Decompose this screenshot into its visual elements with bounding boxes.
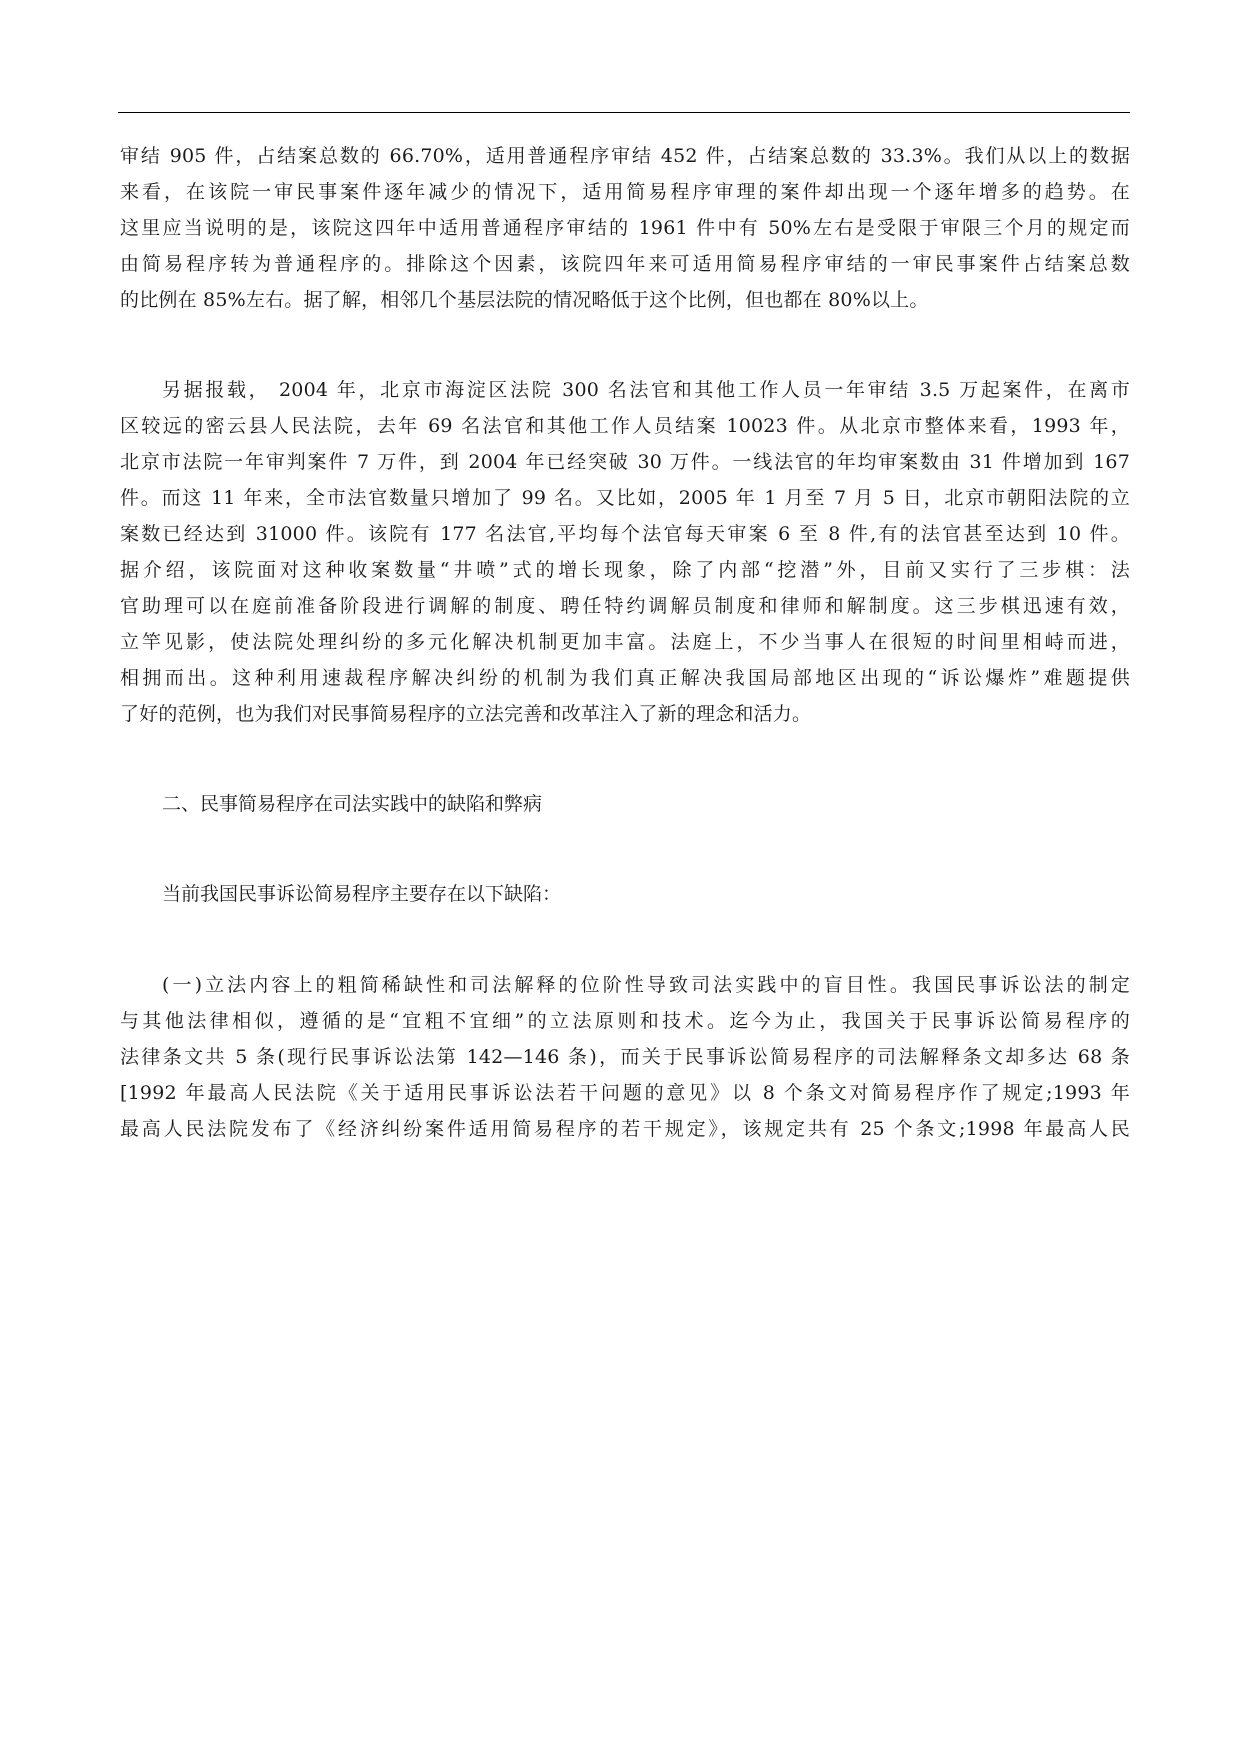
paragraph-statistics bbox=[120, 138, 1130, 318]
paragraph-spacer bbox=[120, 732, 1130, 786]
paragraph-spacer bbox=[120, 912, 1130, 967]
paragraph-spacer bbox=[120, 822, 1130, 876]
paragraph-beijing-report bbox=[120, 372, 1130, 732]
paragraph-point-one bbox=[120, 967, 1130, 1147]
text-line: 据介绍，该院面对这种收案数量“井喷”式的增长现象，除了内部“挖潜”外，目前又实行了三步棋：法 bbox=[120, 559, 1130, 581]
text-line: 与其他法律相似，遵循的是“宜粗不宜细”的立法原则和技术。迄今为止，我国关于民事诉讼简易程序的 bbox=[120, 1010, 1130, 1032]
section-heading: 二、民事简易程序在司法实践中的缺陷和弊病 bbox=[162, 793, 543, 815]
header-rule bbox=[118, 112, 1130, 113]
text-line: 相拥而出。这种利用速裁程序解决纠纷的机制为我们真正解决我国局部地区出现的“诉讼爆炸”难题提供 bbox=[120, 667, 1130, 689]
text-line: 来看，在该院一审民事案件逐年减少的情况下，适用简易程序审理的案件却出现一个逐年增多的趋势。在 bbox=[120, 181, 1130, 203]
text-line: 法律条文共 5 条(现行民事诉讼法第 142—146 条)，而关于民事诉讼简易程序的司法解释条文却多达 68 条 bbox=[120, 1046, 1130, 1068]
text-line: (一)立法内容上的粗简稀缺性和司法解释的位阶性导致司法实践中的盲目性。我国民事诉讼法的制定 bbox=[162, 974, 1130, 996]
document-body bbox=[120, 138, 1130, 1147]
text-line: 件。而这 11 年来，全市法官数量只增加了 99 名。又比如，2005 年 1 月至 7 月 5 日，北京市朝阳法院的立 bbox=[120, 487, 1130, 509]
text-line: 另据报载， 2004 年，北京市海淀区法院 300 名法官和其他工作人员一年审结 3.5 万起案件，在离市 bbox=[162, 379, 1130, 401]
text-line: 的比例在 85%左右。据了解，相邻几个基层法院的情况略低于这个比例，但也都在 80%以上。 bbox=[120, 289, 929, 311]
text-line: 了好的范例，也为我们对民事简易程序的立法完善和改革注入了新的理念和活力。 bbox=[120, 703, 812, 725]
text-line: 由简易程序转为普通程序的。排除这个因素，该院四年来可适用简易程序审结的一审民事案件占结案总数 bbox=[120, 253, 1130, 275]
text-line: 立竿见影，使法院处理纠纷的多元化解决机制更加丰富。法庭上，不少当事人在很短的时间里相峙而进， bbox=[120, 631, 1130, 653]
text-line: [1992 年最高人民法院《关于适用民事诉讼法若干问题的意见》以 8 个条文对简易程序作了规定;1993 年 bbox=[120, 1082, 1130, 1104]
text-line: 审结 905 件，占结案总数的 66.70%，适用普通程序审结 452 件，占结案总数的 33.3%。我们从以上的数据 bbox=[120, 145, 1130, 167]
text-line: 北京市法院一年审判案件 7 万件，到 2004 年已经突破 30 万件。一线法官的年均审案数由 31 件增加到 167 bbox=[120, 451, 1130, 473]
text-line: 区较远的密云县人民法院，去年 69 名法官和其他工作人员结案 10023 件。从北京市整体来看，1993 年， bbox=[120, 415, 1130, 437]
text-line: 官助理可以在庭前准备阶段进行调解的制度、聘任特约调解员制度和律师和解制度。这三步棋迅速有效， bbox=[120, 595, 1130, 617]
text-line: 最高人民法院发布了《经济纠纷案件适用简易程序的若干规定》，该规定共有 25 个条文;1998 年最高人民 bbox=[120, 1118, 1130, 1140]
text-line: 这里应当说明的是，该院这四年中适用普通程序审结的 1961 件中有 50%左右是受限于审限三个月的规定而 bbox=[120, 217, 1130, 239]
text-line: 案数已经达到 31000 件。该院有 177 名法官,平均每个法官每天审案 6 至 8 件,有的法官甚至达到 10 件。 bbox=[120, 523, 1130, 545]
paragraph-spacer bbox=[120, 318, 1130, 372]
intro-sentence: 当前我国民事诉讼简易程序主要存在以下缺陷： bbox=[162, 883, 562, 905]
